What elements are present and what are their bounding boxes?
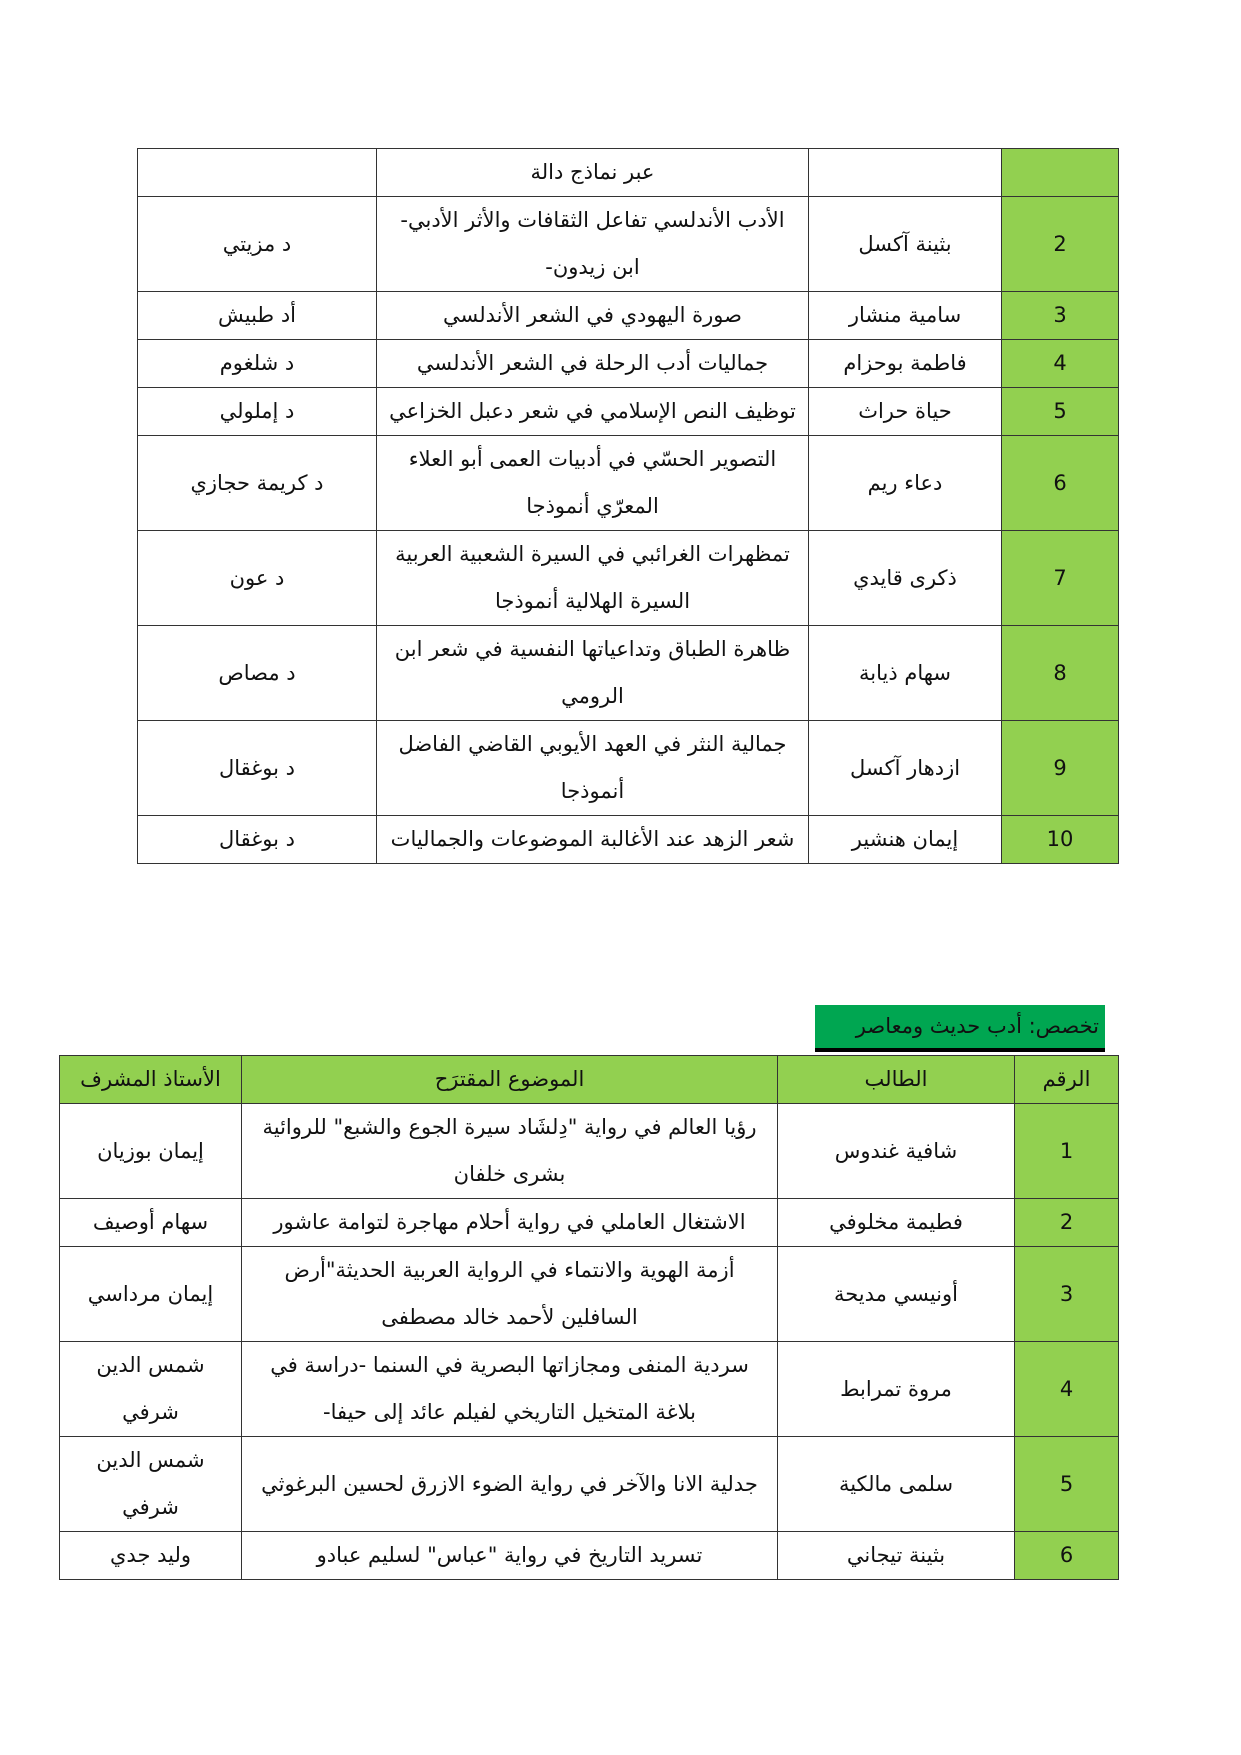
student-name: أونيسي مديحة bbox=[778, 1247, 1015, 1342]
supervisor: د عون bbox=[138, 531, 377, 626]
topic: التصوير الحسّي في أدبيات العمى أبو العلاء المعرّي أنموذجا bbox=[377, 436, 809, 531]
header-student: الطالب bbox=[778, 1056, 1015, 1104]
topic: سردية المنفى ومجازاتها البصرية في السنما -دراسة في بلاغة المتخيل التاريخي لفيلم عائد إلى حيفا- bbox=[242, 1342, 778, 1437]
topic: صورة اليهودي في الشعر الأندلسي bbox=[377, 292, 809, 340]
table-row bbox=[138, 816, 1119, 864]
row-number: 10 bbox=[1002, 816, 1119, 864]
table-row bbox=[60, 1342, 1119, 1437]
supervisor: د إملولي bbox=[138, 388, 377, 436]
student-name: بثينة تيجاني bbox=[778, 1532, 1015, 1580]
student-name: مروة تمرابط bbox=[778, 1342, 1015, 1437]
supervisor: أد طبيش bbox=[138, 292, 377, 340]
row-number: 6 bbox=[1015, 1532, 1119, 1580]
row-number: 3 bbox=[1015, 1247, 1119, 1342]
table-row bbox=[138, 388, 1119, 436]
student-name: بثينة آكسل bbox=[809, 197, 1002, 292]
row-number: 4 bbox=[1015, 1342, 1119, 1437]
student-name: سامية منشار bbox=[809, 292, 1002, 340]
topic: الاشتغال العاملي في رواية أحلام مهاجرة لتوامة عاشور bbox=[242, 1199, 778, 1247]
table-row bbox=[138, 149, 1119, 197]
supervisor: سهام أوصيف bbox=[60, 1199, 242, 1247]
supervisor: د كريمة حجازي bbox=[138, 436, 377, 531]
topic: الأدب الأندلسي تفاعل الثقافات والأثر الأدبي-ابن زيدون- bbox=[377, 197, 809, 292]
supervisor: إيمان مرداسي bbox=[60, 1247, 242, 1342]
student-name: إيمان هنشير bbox=[809, 816, 1002, 864]
row-number: 4 bbox=[1002, 340, 1119, 388]
header-number: الرقم bbox=[1015, 1056, 1119, 1104]
student-name: حياة حراث bbox=[809, 388, 1002, 436]
topic: عبر نماذج دالة bbox=[377, 149, 809, 197]
table-row bbox=[138, 626, 1119, 721]
table-row bbox=[138, 197, 1119, 292]
supervisor: إيمان بوزيان bbox=[60, 1104, 242, 1199]
table-header-row bbox=[60, 1056, 1119, 1104]
table-row bbox=[138, 436, 1119, 531]
row-number: 5 bbox=[1002, 388, 1119, 436]
topic: أزمة الهوية والانتماء في الرواية العربية الحديثة"أرض السافلين لأحمد خالد مصطفى bbox=[242, 1247, 778, 1342]
supervisor: د مصاص bbox=[138, 626, 377, 721]
row-number: 1 bbox=[1015, 1104, 1119, 1199]
table-row bbox=[138, 340, 1119, 388]
topic: تمظهرات الغرائبي في السيرة الشعبية العربية السيرة الهلالية أنموذجا bbox=[377, 531, 809, 626]
supervisor: د بوغقال bbox=[138, 721, 377, 816]
supervisor: شمس الدين شرفي bbox=[60, 1342, 242, 1437]
header-supervisor: الأستاذ المشرف bbox=[60, 1056, 242, 1104]
supervisor: شمس الدين شرفي bbox=[60, 1437, 242, 1532]
topic: جمالية النثر في العهد الأيوبي القاضي الفاضل أنموذجا bbox=[377, 721, 809, 816]
topic: توظيف النص الإسلامي في شعر دعبل الخزاعي bbox=[377, 388, 809, 436]
supervisor: د بوغقال bbox=[138, 816, 377, 864]
student-name: سهام ذيابة bbox=[809, 626, 1002, 721]
row-number: 3 bbox=[1002, 292, 1119, 340]
row-number: 7 bbox=[1002, 531, 1119, 626]
row-number: 2 bbox=[1015, 1199, 1119, 1247]
student-name: ازدهار آكسل bbox=[809, 721, 1002, 816]
supervisor: د مزيتي bbox=[138, 197, 377, 292]
row-number: 9 bbox=[1002, 721, 1119, 816]
row-number: 6 bbox=[1002, 436, 1119, 531]
topic: رؤيا العالم في رواية "دِلشَاد سيرة الجوع والشبع" للروائية بشرى خلفان bbox=[242, 1104, 778, 1199]
table-row bbox=[60, 1247, 1119, 1342]
row-number: 2 bbox=[1002, 197, 1119, 292]
row-number bbox=[1002, 149, 1119, 197]
supervisor bbox=[138, 149, 377, 197]
row-number: 5 bbox=[1015, 1437, 1119, 1532]
table-modern-literature bbox=[59, 1055, 1119, 1580]
student-name: فطيمة مخلوفي bbox=[778, 1199, 1015, 1247]
table-row bbox=[60, 1199, 1119, 1247]
table-row bbox=[138, 292, 1119, 340]
row-number: 8 bbox=[1002, 626, 1119, 721]
topic: شعر الزهد عند الأغالبة الموضوعات والجماليات bbox=[377, 816, 809, 864]
student-name: فاطمة بوحزام bbox=[809, 340, 1002, 388]
student-name bbox=[809, 149, 1002, 197]
student-name: شافية غندوس bbox=[778, 1104, 1015, 1199]
table-row bbox=[60, 1104, 1119, 1199]
student-name: دعاء ريم bbox=[809, 436, 1002, 531]
topic: تسريد التاريخ في رواية "عباس" لسليم عبادو bbox=[242, 1532, 778, 1580]
specialization-heading: تخصص: أدب حديث ومعاصر bbox=[815, 1005, 1105, 1052]
supervisor: وليد جدي bbox=[60, 1532, 242, 1580]
table-row bbox=[60, 1532, 1119, 1580]
student-name: ذكرى قايدي bbox=[809, 531, 1002, 626]
topic: جدلية الانا والآخر في رواية الضوء الازرق لحسين البرغوثي bbox=[242, 1437, 778, 1532]
supervisor: د شلغوم bbox=[138, 340, 377, 388]
student-name: سلمى مالكية bbox=[778, 1437, 1015, 1532]
table-literature-andalusian bbox=[137, 148, 1119, 864]
topic: ظاهرة الطباق وتداعياتها النفسية في شعر ابن الرومي bbox=[377, 626, 809, 721]
table-row bbox=[138, 531, 1119, 626]
table-row bbox=[138, 721, 1119, 816]
table-row bbox=[60, 1437, 1119, 1532]
topic: جماليات أدب الرحلة في الشعر الأندلسي bbox=[377, 340, 809, 388]
header-topic: الموضوع المقترَح bbox=[242, 1056, 778, 1104]
